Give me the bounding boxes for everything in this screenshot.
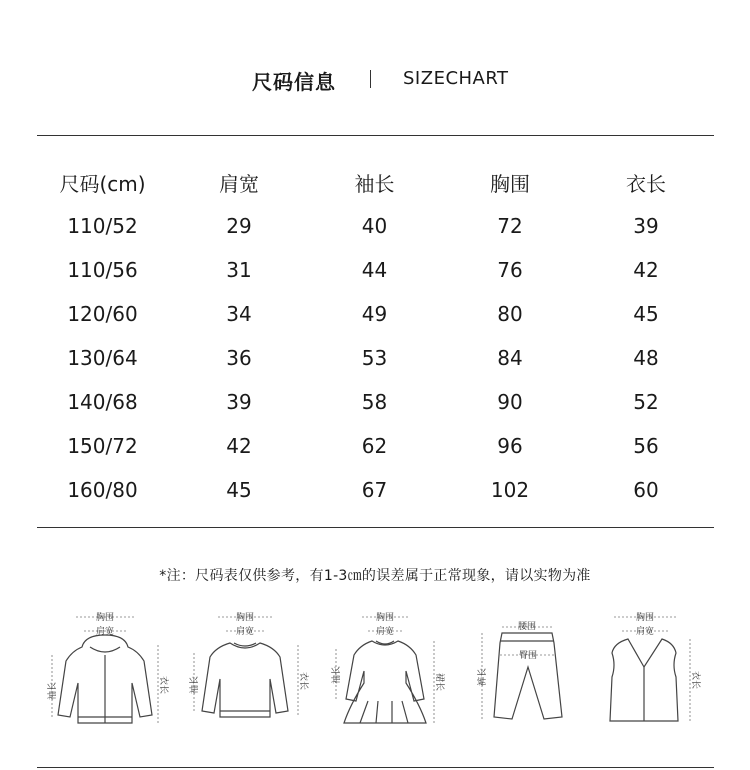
page-title: 尺码信息 <box>252 70 336 94</box>
table-cell: 110/52 <box>67 214 138 238</box>
table-cell: 42 <box>633 258 659 282</box>
label-shoulder: 肩宽 <box>375 627 395 637</box>
label-length: 裙长 <box>434 672 444 692</box>
table-cell: 36 <box>226 346 252 370</box>
table-cell: 76 <box>497 258 523 282</box>
header-length: 衣长 <box>626 171 666 196</box>
label-sleeve: 袖长 <box>190 675 200 695</box>
vest-diagram <box>580 605 710 735</box>
label-length: 裤长 <box>478 667 488 687</box>
table-cell: 130/64 <box>67 346 138 370</box>
header-sleeve: 袖长 <box>354 171 395 196</box>
pants-diagram <box>460 605 590 735</box>
footer-divider <box>37 767 714 768</box>
page-subtitle: SIZECHART <box>403 68 509 89</box>
table-cell: 45 <box>226 478 252 502</box>
label-chest: 胸围 <box>235 613 255 623</box>
label-length: 衣长 <box>690 670 700 690</box>
table-cell: 67 <box>361 478 388 502</box>
table-cell: 31 <box>226 258 252 282</box>
header-shoulder: 肩宽 <box>219 171 259 196</box>
table-cell: 58 <box>361 390 388 414</box>
table-cell: 140/68 <box>67 390 138 414</box>
table-row <box>34 380 714 424</box>
hooded-jacket-icon <box>40 605 170 735</box>
table-row <box>34 424 714 468</box>
table-cell: 110/56 <box>67 258 138 282</box>
table-cell: 53 <box>361 346 388 370</box>
table-cell: 102 <box>490 478 530 502</box>
table-cell: 42 <box>226 434 252 458</box>
title-divider <box>370 70 371 88</box>
table-cell: 39 <box>226 390 252 414</box>
table-cell: 49 <box>361 302 388 326</box>
table-cell: 40 <box>361 214 388 238</box>
measurement-diagrams <box>40 605 710 735</box>
table-cell: 39 <box>633 214 659 238</box>
label-length: 衣长 <box>298 671 308 691</box>
table-cell: 45 <box>633 302 659 326</box>
table-row <box>34 292 714 336</box>
label-shoulder: 肩宽 <box>235 627 255 637</box>
table-row <box>34 204 714 248</box>
sweater-icon <box>180 605 310 735</box>
label-hip: 臀围 <box>518 651 538 661</box>
pants-icon <box>460 605 590 735</box>
size-table <box>34 160 714 512</box>
table-cell: 29 <box>226 214 252 238</box>
bottom-divider <box>37 527 714 528</box>
label-chest: 胸围 <box>635 613 655 623</box>
label-waist: 腰围 <box>517 622 537 632</box>
table-row <box>34 468 714 512</box>
table-cell: 60 <box>633 478 659 502</box>
table-cell: 84 <box>497 346 523 370</box>
table-cell: 160/80 <box>67 478 138 502</box>
table-cell: 44 <box>361 258 388 282</box>
header-chest: 胸围 <box>490 171 530 196</box>
table-cell: 48 <box>633 346 659 370</box>
dress-diagram <box>320 605 450 735</box>
table-cell: 90 <box>497 390 523 414</box>
label-sleeve: 袖长 <box>332 665 342 685</box>
table-cell: 62 <box>361 434 388 458</box>
table-cell: 150/72 <box>67 434 138 458</box>
table-cell: 120/60 <box>67 302 138 326</box>
sweater-diagram <box>180 605 310 735</box>
page-header <box>0 64 750 96</box>
label-chest: 胸围 <box>375 613 395 623</box>
header-size: 尺码(cm) <box>59 171 146 196</box>
vest-icon <box>580 605 710 735</box>
label-chest: 胸围 <box>95 613 115 623</box>
table-row <box>34 248 714 292</box>
top-divider <box>37 135 714 136</box>
table-cell: 72 <box>497 214 523 238</box>
size-note: *注：尺码表仅供参考，有1-3㎝的误差属于正常现象，请以实物为准 <box>159 568 591 584</box>
label-sleeve: 袖长 <box>48 681 58 701</box>
label-shoulder: 肩宽 <box>635 627 655 637</box>
table-cell: 96 <box>497 434 523 458</box>
table-header-row <box>34 160 714 204</box>
table-cell: 52 <box>633 390 659 414</box>
table-cell: 56 <box>633 434 659 458</box>
jacket-diagram <box>40 605 170 735</box>
label-shoulder: 肩宽 <box>95 627 115 637</box>
label-length: 衣长 <box>158 675 168 695</box>
table-cell: 34 <box>226 302 252 326</box>
table-row <box>34 336 714 380</box>
table-cell: 80 <box>497 302 523 326</box>
dress-icon <box>320 605 450 735</box>
